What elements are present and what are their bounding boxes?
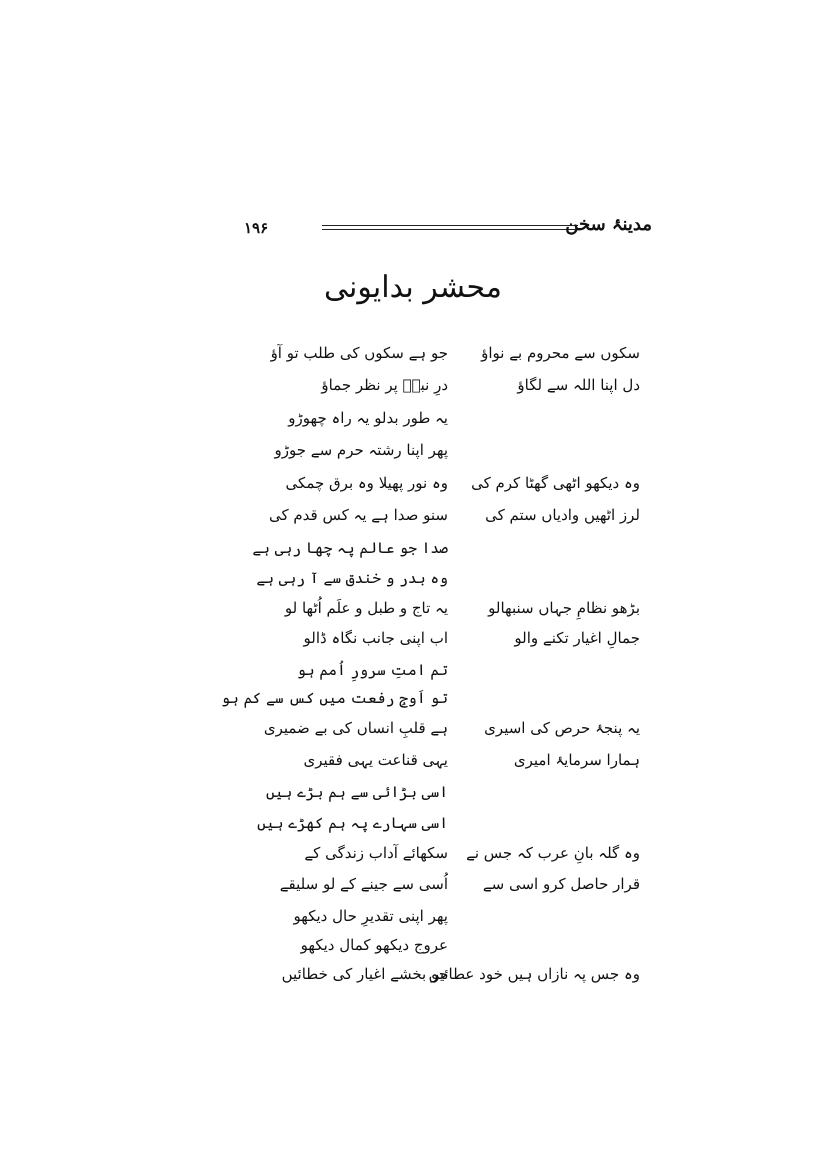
hemistich: سنو صدا ہے یہ کس قدم کی	[268, 506, 448, 524]
hemistich: جو بخشے اغیار کی خطائیں	[281, 965, 448, 983]
page-number: ۱۹۶	[244, 219, 269, 237]
running-head: مدینۂ سخن	[565, 214, 652, 235]
hemistich: درِ نبیؐ پر نظر جماؤ	[321, 376, 448, 394]
hemistich: وہ گلہ بانِ عرب کہ جس نے	[466, 844, 640, 862]
hemistich: اب اپنی جانب نگاہ ڈالو	[303, 629, 448, 647]
hemistich: بڑھو نظامِ جہاں سنبھالو	[488, 599, 640, 617]
hemistich: ہمارا سرمایۂ امیری	[513, 751, 640, 769]
hemistich: سکھائے آداب زندگی کے	[304, 844, 448, 862]
refrain-line: عروج دیکھو کمال دیکھو	[300, 936, 448, 954]
poet-title: محشر بدایونی	[324, 270, 502, 305]
hemistich: سکوں سے محروم بے نواؤ	[481, 344, 640, 362]
hemistich: قرار حاصل کرو اسی سے	[482, 875, 640, 893]
refrain-line: پھر اپنا رشتہ حرم سے جوڑو	[274, 441, 448, 459]
hemistich: جو ہے سکوں کی طلب تو آؤ	[270, 344, 448, 362]
hemistich: دل اپنا اللہ سے لگاؤ	[517, 376, 640, 394]
refrain-line: پھر اپنی تقدیرِ حال دیکھو	[293, 907, 448, 925]
hemistich: یہ پنجۂ حرص کی اسیری	[484, 719, 640, 737]
hemistich: وہ دیکھو اٹھی گھٹا کرم کی	[471, 474, 640, 492]
hemistich: وہ نور پھیلا وہ برق چمکی	[285, 474, 448, 492]
refrain-line: صدا جو عالم پہ چھا رہی ہے	[252, 539, 448, 557]
hemistich: یہی قناعت یہی فقیری	[303, 751, 448, 769]
refrain-line: اسی بڑائی سے ہم بڑے ہیں	[265, 783, 448, 801]
hemistich: جمالِ اغیار تکنے والو	[514, 629, 640, 647]
refrain-line: یہ طور بدلو یہ راہ چھوڑو	[288, 409, 448, 427]
hemistich: اُسی سے جینے کے لو سلیقے	[279, 875, 448, 893]
hemistich: ہے قلبِ انساں کی بے ضمیری	[263, 719, 448, 737]
hemistich: وہ جس پہ نازاں ہیں خود عطائیں	[428, 965, 640, 983]
hemistich: یہ تاج و طبل و علَم اُٹھا لو	[284, 599, 448, 617]
refrain-line: تو اَوجِ رفعت میں کس سے کم ہو	[221, 689, 448, 707]
refrain-line: تم امتِ سرورِ اُمم ہو	[297, 661, 448, 679]
refrain-line: وہ بدر و خندق سے آ رہی ہے	[256, 569, 448, 587]
hemistich: لرز اٹھیں وادیاں ستم کی	[485, 506, 640, 524]
refrain-line: اسی سہارے پہ ہم کھڑے ہیں	[257, 814, 448, 832]
